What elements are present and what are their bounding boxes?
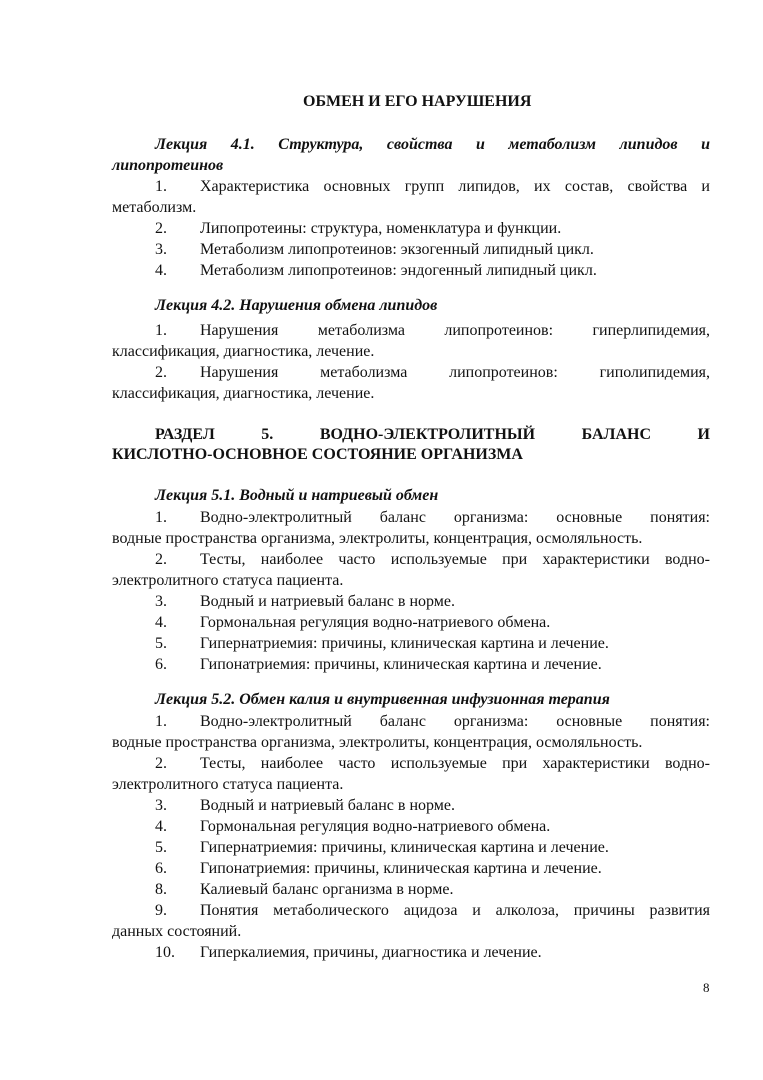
list-item-text-cont: метаболизм. [112,199,197,216]
list-item-number: 1. [155,509,167,526]
list-item-number: 2. [155,755,167,772]
list-item-number: 1. [155,713,167,730]
list-item-text-cont: электролитного статуса пациента. [112,776,344,793]
list-item-number: 5. [155,635,167,652]
list-item-number: 3. [155,797,167,814]
list-item-text: Гипонатриемия: причины, клиническая картина и лечение. [200,860,602,877]
list-item-text: Тесты, наиболее часто используемые при характеристики водно- [200,755,710,772]
list-item-text: Водно-электролитный баланс организма: основные понятия: [200,713,710,730]
list-item-text: Гипернатриемия: причины, клиническая картина и лечение. [200,839,609,856]
lecture-4-2-heading: Лекция 4.2. Нарушения обмена липидов [155,297,438,314]
list-item-number: 2. [155,220,167,237]
list-item-text: Нарушения метаболизма липопротеинов: гиполипидемия, [200,364,710,381]
list-item-text: Водный и натриевый баланс в норме. [200,797,455,814]
list-item-number: 3. [155,593,167,610]
list-item-number: 6. [155,656,167,673]
list-item-text-cont: водные пространства организма, электролиты, концентрация, осмоляльность. [112,530,643,547]
list-item-number: 5. [155,839,167,856]
section-5-heading: РАЗДЕЛ 5. ВОДНО-ЭЛЕКТРОЛИТНЫЙ БАЛАНС И [155,426,710,443]
list-item-text: Калиевый баланс организма в норме. [200,881,454,898]
list-item-text: Гормональная регуляция водно-натриевого обмена. [200,614,551,631]
list-item-number: 10. [155,944,175,961]
list-item-number: 1. [155,322,167,339]
list-item-number: 2. [155,551,167,568]
list-item-number: 6. [155,860,167,877]
list-item-text: Тесты, наиболее часто используемые при характеристики водно- [200,551,710,568]
lecture-5-2-heading: Лекция 5.2. Обмен калия и внутривенная инфузионная терапия [155,691,610,708]
list-item-text: Гипонатриемия: причины, клиническая картина и лечение. [200,656,602,673]
list-item-text-cont: электролитного статуса пациента. [112,572,344,589]
list-item-text: Гипернатриемия: причины, клиническая картина и лечение. [200,635,609,652]
list-item-text-cont: классификация, диагностика, лечение. [112,385,375,402]
section-5-heading-cont: КИСЛОТНО-ОСНОВНОЕ СОСТОЯНИЕ ОРГАНИЗМА [112,446,523,463]
list-item-text: Метаболизм липопротеинов: экзогенный липидный цикл. [200,241,594,258]
list-item-text: Водно-электролитный баланс организма: основные понятия: [200,509,710,526]
list-item-text: Метаболизм липопротеинов: эндогенный липидный цикл. [200,262,597,279]
list-item-number: 4. [155,262,167,279]
list-item-number: 1. [155,178,167,195]
list-item-text: Водный и натриевый баланс в норме. [200,593,455,610]
lecture-5-1-heading: Лекция 5.1. Водный и натриевый обмен [155,487,439,504]
list-item-text: Понятия метаболического ацидоза и алколоза, причины развития [200,902,710,919]
list-item-number: 4. [155,614,167,631]
lecture-4-1-heading: Лекция 4.1. Структура, свойства и метаболизм липидов и [155,136,710,153]
list-item-number: 3. [155,241,167,258]
list-item-text-cont: данных состояний. [112,923,242,940]
list-item-number: 2. [155,364,167,381]
list-item-number: 4. [155,818,167,835]
list-item-text: Характеристика основных групп липидов, их состав, свойства и [200,178,710,195]
list-item-number: 9. [155,902,167,919]
list-item-text: Гиперкалиемия, причины, диагностика и лечение. [200,944,542,961]
list-item-text: Гормональная регуляция водно-натриевого обмена. [200,818,551,835]
list-item-text-cont: классификация, диагностика, лечение. [112,343,375,360]
page-number: 8 [703,980,710,995]
list-item-text-cont: водные пространства организма, электролиты, концентрация, осмоляльность. [112,734,643,751]
list-item-text: Липопротеины: структура, номенклатура и функции. [200,220,562,237]
list-item-number: 8. [155,881,167,898]
list-item-text: Нарушения метаболизма липопротеинов: гиперлипидемия, [200,322,710,339]
lecture-4-1-heading-cont: липопротеинов [112,157,224,174]
page-title: ОБМЕН И ЕГО НАРУШЕНИЯ [303,93,532,110]
